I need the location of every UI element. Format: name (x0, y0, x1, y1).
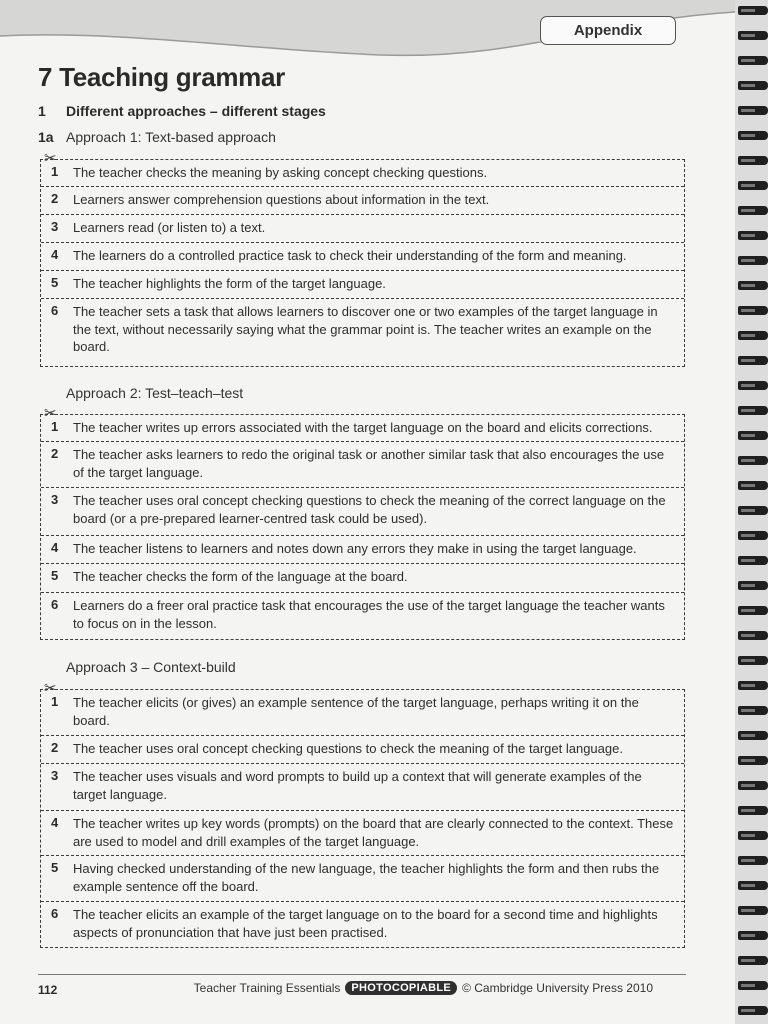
item-text: The teacher highlights the form of the target language. (73, 276, 386, 291)
binding-coil (738, 556, 768, 565)
item-number: 4 (51, 247, 59, 262)
item-text: Learners answer comprehension questions about information in the text. (73, 192, 490, 207)
item-text: The teacher asks learners to redo the original task or another similar task that also encourages the use of the target language. (73, 447, 665, 480)
copyright-text: © Cambridge University Press 2010 (462, 981, 653, 995)
binding-coil (738, 781, 768, 790)
binding-coil (738, 431, 768, 440)
binding-coil (738, 381, 768, 390)
binding-coil (738, 656, 768, 665)
list-item (41, 442, 684, 488)
item-text: The teacher checks the meaning by asking concept checking questions. (73, 165, 488, 180)
binding-coil (738, 806, 768, 815)
binding-coil (738, 181, 768, 190)
chapter-title: 7 Teaching grammar (38, 62, 285, 92)
binding-coil (738, 831, 768, 840)
approach-3-label: Approach 3 – Context-build (66, 659, 236, 675)
item-text: The teacher sets a task that allows learners to discover one or two examples of the target language in the text, without necessarily saying what the grammar point is. The teacher writes an example on the board. (73, 304, 658, 354)
item-text: The learners do a controlled practice task to check their understanding of the form and meaning. (73, 248, 627, 263)
approach-3-cut-box (40, 689, 685, 948)
item-number: 5 (51, 275, 59, 290)
item-text: The teacher elicits (or gives) an example sentence of the target language, perhaps writing it on the board. (73, 695, 639, 728)
approach-2-label: Approach 2: Test–teach–test (66, 385, 244, 401)
binding-coil (738, 281, 768, 290)
subsection-number: 1a (38, 129, 54, 145)
binding-coil (738, 256, 768, 265)
binding-coil (738, 106, 768, 115)
item-number: 3 (51, 219, 59, 234)
item-number: 5 (51, 860, 59, 875)
binding-coil (738, 306, 768, 315)
item-number: 1 (51, 694, 59, 709)
binding-coil (738, 706, 768, 715)
item-number: 1 (51, 419, 59, 434)
binding-coil (738, 881, 768, 890)
item-number: 2 (51, 191, 59, 206)
page-number: 112 (38, 983, 58, 997)
section-number: 1 (38, 103, 46, 119)
item-number: 3 (51, 768, 59, 783)
list-item (41, 271, 684, 299)
binding-coil (738, 231, 768, 240)
scissors-icon: ✂ (44, 150, 57, 167)
item-number: 2 (51, 740, 59, 755)
list-item (41, 564, 684, 593)
binding-coil (738, 931, 768, 940)
item-number: 6 (51, 303, 59, 318)
binding-coil (738, 606, 768, 615)
item-text: Learners do a freer oral practice task that encourages the use of the target language the teacher wants to focus on in the lesson. (73, 598, 665, 631)
approach-1-label: Approach 1: Text-based approach (66, 129, 276, 145)
binding-coil (738, 81, 768, 90)
list-item (41, 764, 684, 811)
item-number: 2 (51, 446, 59, 461)
item-number: 4 (51, 815, 59, 830)
item-text: The teacher uses oral concept checking questions to check the meaning of the target language. (73, 741, 623, 756)
appendix-tab: Appendix (540, 16, 676, 45)
list-item (41, 215, 684, 243)
item-number: 6 (51, 597, 59, 612)
approach-1-cut-box (40, 159, 685, 367)
binding-coil (738, 756, 768, 765)
item-text: The teacher checks the form of the language at the board. (73, 569, 408, 584)
binding-coil (738, 156, 768, 165)
list-item (41, 856, 684, 902)
footer-divider (38, 974, 686, 975)
item-text: The teacher uses visuals and word prompts to build up a context that will generate examples of the target language. (73, 769, 642, 802)
binding-coil (738, 481, 768, 490)
binding-coil (738, 856, 768, 865)
list-item (41, 488, 684, 536)
list-item (41, 690, 684, 736)
item-text: The teacher writes up errors associated with the target language on the board and elicits corrections. (73, 420, 653, 435)
item-number: 3 (51, 492, 59, 507)
binding-coil (738, 206, 768, 215)
approach-2-cut-box (40, 414, 685, 640)
item-text: The teacher listens to learners and notes down any errors they make in using the target language. (73, 541, 637, 556)
binding-coil (738, 6, 768, 15)
scissors-icon: ✂ (44, 405, 57, 422)
list-item (41, 415, 684, 442)
list-item (41, 299, 684, 368)
item-number: 1 (51, 164, 59, 179)
binding-coil (738, 356, 768, 365)
list-item (41, 536, 684, 564)
binding-coil (738, 731, 768, 740)
list-item (41, 187, 684, 215)
binding-coil (738, 131, 768, 140)
item-number: 4 (51, 540, 59, 555)
binding-coil (738, 531, 768, 540)
binding-coil (738, 906, 768, 915)
item-text: Having checked understanding of the new language, the teacher highlights the form and then rubs the example sentence off the board. (73, 861, 660, 894)
list-item (41, 160, 684, 187)
photocopiable-badge: PHOTOCOPIABLE (345, 981, 457, 995)
list-item (41, 902, 684, 949)
list-item (41, 593, 684, 641)
binding-coil (738, 456, 768, 465)
binding-coil (738, 31, 768, 40)
item-text: The teacher uses oral concept checking questions to check the meaning of the correct language on the board (or a pre-prepared learner-centred task could be used). (73, 493, 666, 526)
item-text: The teacher writes up key words (prompts) on the board that are clearly connected to the context. These are used to model and drill examples of the target language. (73, 816, 674, 849)
binding-coil (738, 681, 768, 690)
item-text: The teacher elicits an example of the target language on to the board for a second time and highlights aspects of pronunciation that have just been practised. (73, 907, 658, 940)
book-title: Teacher Training Essentials (193, 981, 341, 995)
footer-credits (194, 981, 653, 995)
binding-coil (738, 56, 768, 65)
binding-coil (738, 581, 768, 590)
item-number: 6 (51, 906, 59, 921)
item-number: 5 (51, 568, 59, 583)
binding-coil (738, 956, 768, 965)
section-title: Different approaches – different stages (66, 103, 326, 119)
list-item (41, 736, 684, 764)
binding-coil (738, 1006, 768, 1015)
binding-coil (738, 981, 768, 990)
item-text: Learners read (or listen to) a text. (73, 220, 266, 235)
list-item (41, 243, 684, 271)
binding-coil (738, 506, 768, 515)
binding-coil (738, 331, 768, 340)
binding-coil (738, 631, 768, 640)
list-item (41, 811, 684, 856)
scissors-icon: ✂ (44, 680, 57, 697)
binding-coil (738, 406, 768, 415)
